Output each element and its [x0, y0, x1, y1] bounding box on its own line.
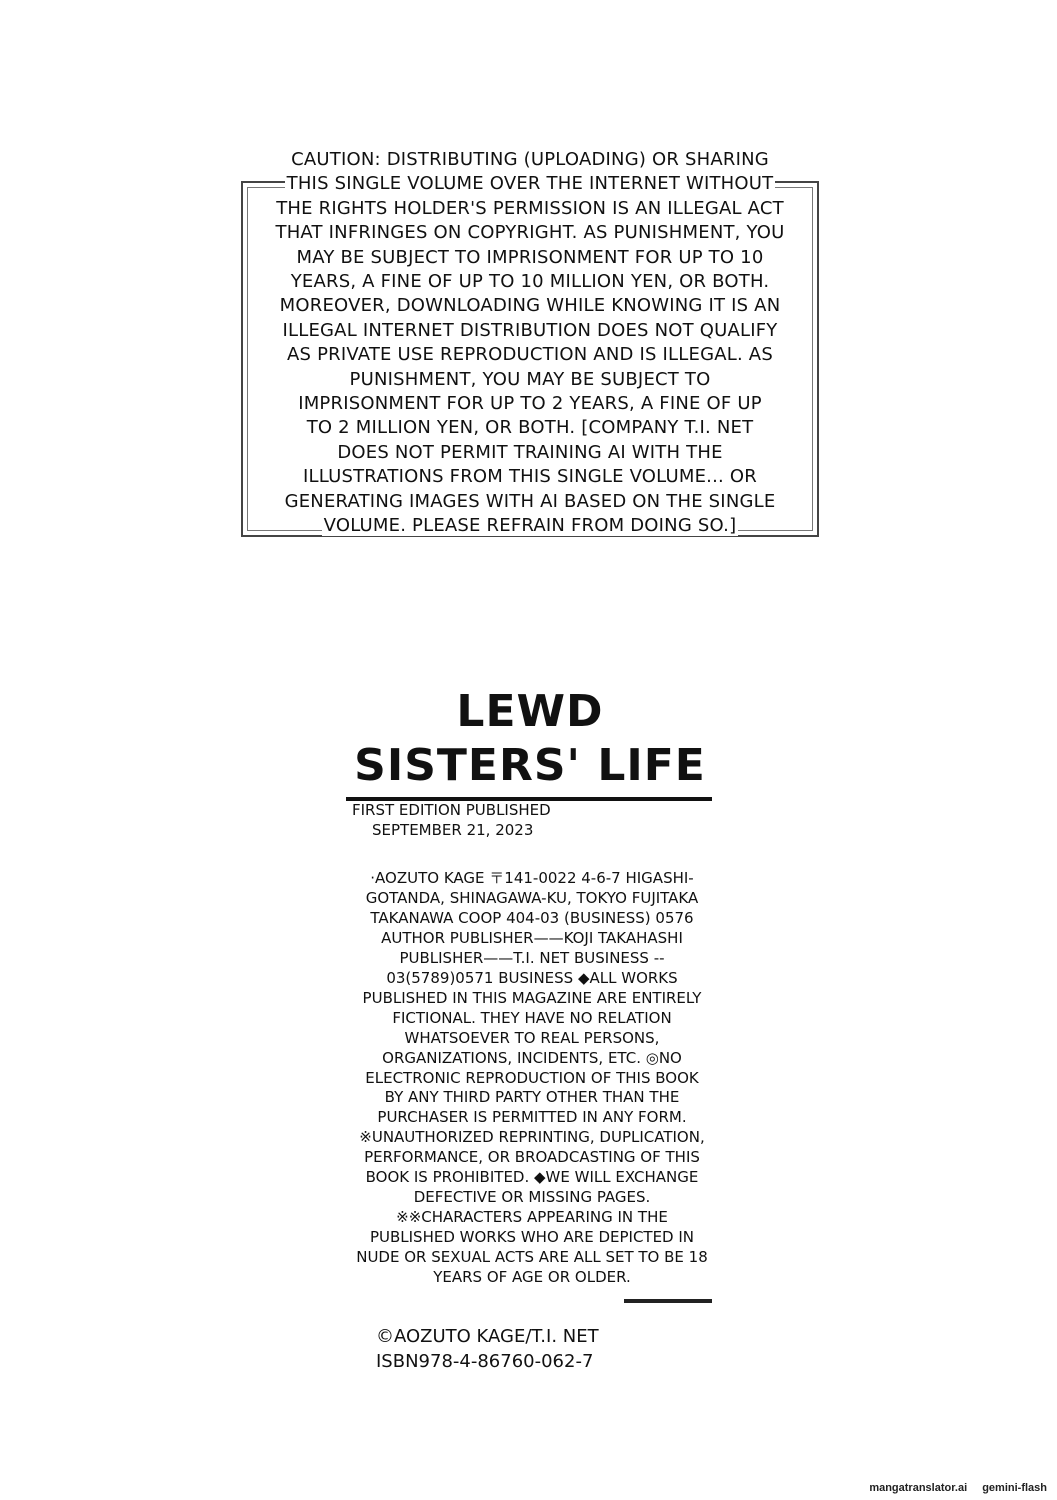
caution-line: PUNISHMENT, YOU MAY BE SUBJECT TO: [349, 368, 711, 390]
caution-line: TO 2 MILLION YEN, OR BOTH. [COMPANY T.I. NET: [306, 417, 754, 439]
colophon-line: ※UNAUTHORIZED REPRINTING, DUPLICATION,: [359, 1128, 705, 1147]
colophon-line: PERFORMANCE, OR BROADCASTING OF THIS: [364, 1148, 700, 1167]
translator-watermark: [869, 1482, 1047, 1494]
book-title-line1: LEWD: [456, 686, 604, 737]
caution-line: IMPRISONMENT FOR UP TO 2 YEARS, A FINE OF UP: [298, 393, 762, 415]
colophon-line: PUBLISHED IN THIS MAGAZINE ARE ENTIRELY: [362, 988, 702, 1007]
book-title-line2: SISTERS' LIFE: [354, 740, 706, 791]
caution-notice: [250, 148, 810, 539]
edition-info: [352, 800, 551, 840]
watermark-site: mangatranslator.ai: [869, 1482, 968, 1494]
colophon-line: DEFECTIVE OR MISSING PAGES.: [413, 1188, 651, 1207]
isbn: ISBN978-4-86760-062-7: [376, 1351, 594, 1372]
caution-line: THAT INFRINGES ON COPYRIGHT. AS PUNISHMENT, YOU: [275, 222, 785, 244]
colophon-line: YEARS OF AGE OR OLDER.: [433, 1268, 631, 1287]
colophon-line: BOOK IS PROHIBITED. ◆WE WILL EXCHANGE: [365, 1168, 699, 1187]
colophon-line: ORGANIZATIONS, INCIDENTS, ETC. ◎NO: [382, 1048, 682, 1067]
copyright-block: [376, 1324, 599, 1374]
copyright-notice: ©AOZUTO KAGE/T.I. NET: [376, 1326, 599, 1347]
colophon-line: BY ANY THIRD PARTY OTHER THAN THE: [384, 1088, 680, 1107]
caution-line: GENERATING IMAGES WITH AI BASED ON THE SINGLE: [284, 490, 776, 512]
colophon-end-rule: [624, 1299, 712, 1303]
colophon: [336, 869, 728, 1288]
colophon-line: TAKANAWA COOP 404-03 (BUSINESS) 0576: [370, 908, 694, 927]
colophon-line: GOTANDA, SHINAGAWA-KU, TOKYO FUJITAKA: [365, 888, 699, 907]
caution-line: THIS SINGLE VOLUME OVER THE INTERNET WITHOUT: [286, 173, 774, 195]
caution-line: YEARS, A FINE OF UP TO 10 MILLION YEN, OR BOTH.: [290, 271, 770, 293]
caution-line: AS PRIVATE USE REPRODUCTION AND IS ILLEGAL. AS: [287, 344, 773, 366]
colophon-line: AUTHOR PUBLISHER——KOJI TAKAHASHI: [381, 928, 683, 947]
colophon-line: WHATSOEVER TO REAL PERSONS,: [404, 1028, 660, 1047]
caution-line: VOLUME. PLEASE REFRAIN FROM DOING SO.]: [323, 515, 737, 537]
watermark-model: gemini-flash: [982, 1482, 1047, 1494]
caution-line: ILLEGAL INTERNET DISTRIBUTION DOES NOT QUALIFY: [282, 319, 778, 341]
caution-line: DOES NOT PERMIT TRAINING AI WITH THE: [337, 441, 723, 463]
colophon-line: ·AOZUTO KAGE 〒141-0022 4-6-7 HIGASHI-: [370, 869, 694, 887]
edition-label: FIRST EDITION PUBLISHED: [352, 801, 551, 819]
caution-line: MOREOVER, DOWNLOADING WHILE KNOWING IT IS AN: [279, 295, 781, 317]
colophon-line: FICTIONAL. THEY HAVE NO RELATION: [392, 1008, 672, 1027]
colophon-line: NUDE OR SEXUAL ACTS ARE ALL SET TO BE 18: [356, 1248, 708, 1267]
colophon-line: PUBLISHER——T.I. NET BUSINESS --: [399, 948, 665, 967]
edition-date: SEPTEMBER 21, 2023: [372, 821, 534, 839]
colophon-line: ※※CHARACTERS APPEARING IN THE: [396, 1208, 668, 1227]
colophon-line: 03(5789)0571 BUSINESS ◆ALL WORKS: [386, 968, 678, 987]
caution-line: CAUTION: DISTRIBUTING (UPLOADING) OR SHARING: [291, 149, 769, 170]
caution-line: THE RIGHTS HOLDER'S PERMISSION IS AN ILLEGAL ACT: [276, 197, 784, 219]
caution-line: ILLUSTRATIONS FROM THIS SINGLE VOLUME... OR: [303, 466, 757, 488]
colophon-line: PUBLISHED WORKS WHO ARE DEPICTED IN: [369, 1228, 695, 1247]
colophon-line: PURCHASER IS PERMITTED IN ANY FORM.: [377, 1108, 687, 1127]
colophon-line: ELECTRONIC REPRODUCTION OF THIS BOOK: [365, 1068, 699, 1087]
caution-line: MAY BE SUBJECT TO IMPRISONMENT FOR UP TO 10: [296, 246, 764, 268]
